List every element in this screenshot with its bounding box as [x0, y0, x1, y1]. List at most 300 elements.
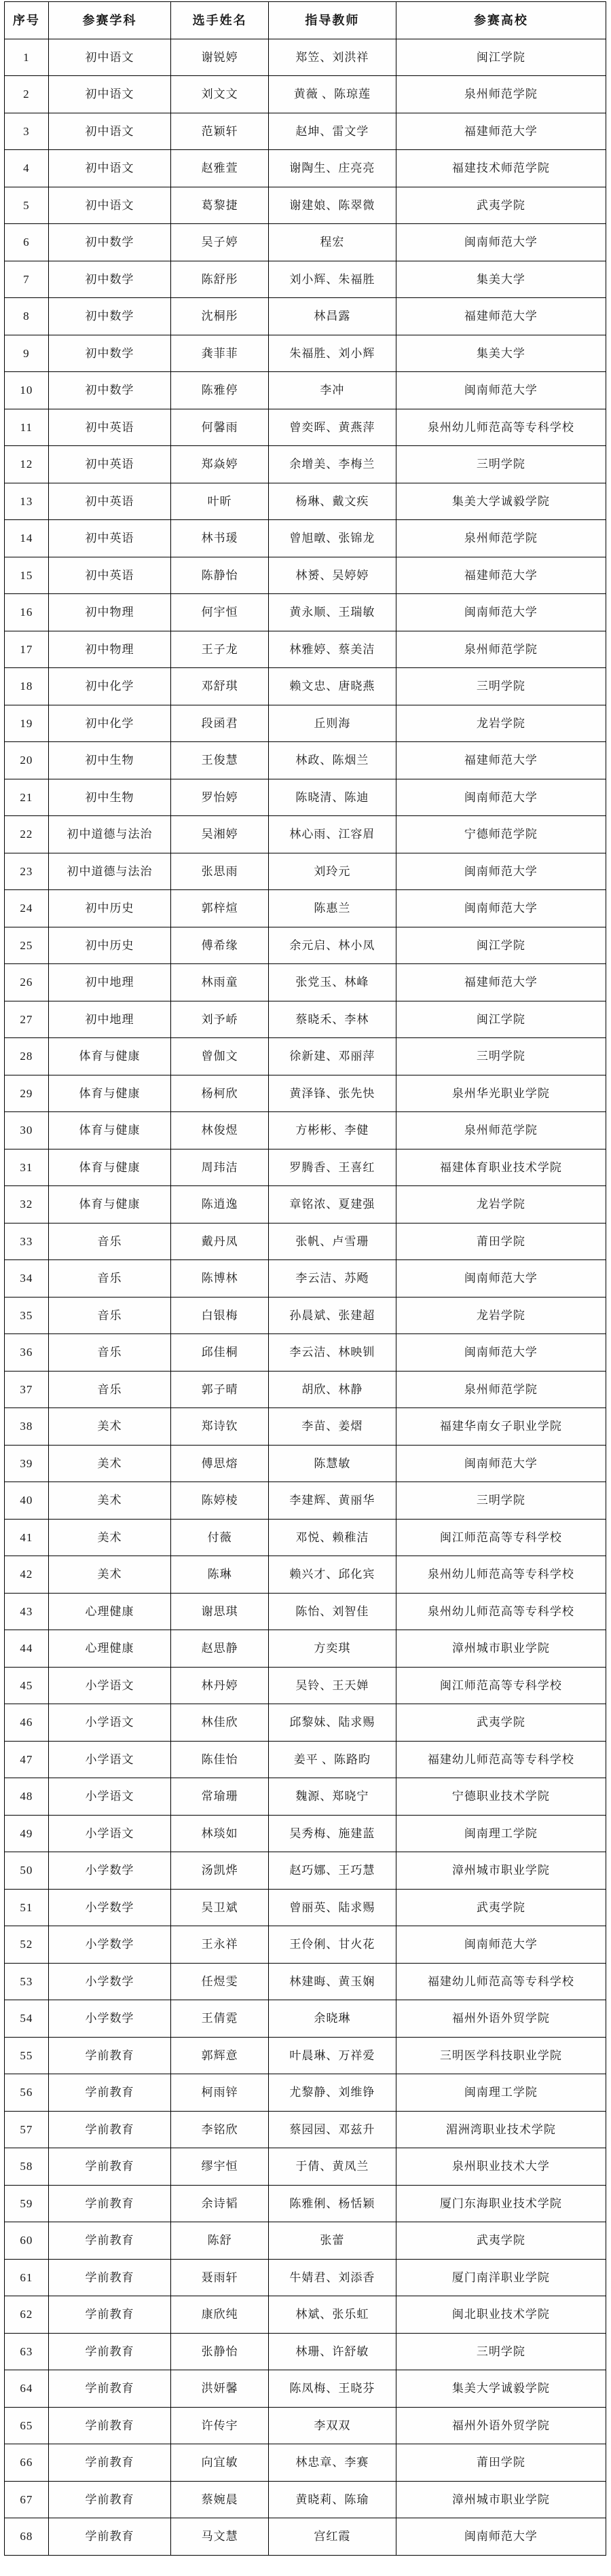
- table-row: [5, 2185, 606, 2222]
- row-index-cell: 43: [5, 1593, 49, 1630]
- subject-cell: 小学语文: [48, 1815, 171, 1852]
- row-index-cell: 30: [5, 1112, 49, 1149]
- teachers-cell: 宫红霞: [268, 2518, 396, 2556]
- table-row: [5, 742, 606, 779]
- subject-cell: 学前教育: [48, 2111, 171, 2148]
- subject-cell: 初中语文: [48, 76, 171, 113]
- subject-cell: 体育与健康: [48, 1075, 171, 1112]
- university-cell: 泉州师范学院: [396, 631, 606, 668]
- table-row: [5, 1778, 606, 1816]
- table-row: [5, 1223, 606, 1260]
- teachers-cell: 蔡晓禾、李林: [268, 1001, 396, 1038]
- row-index-cell: 66: [5, 2444, 49, 2482]
- university-cell: 龙岩学院: [396, 705, 606, 742]
- table-row: [5, 1001, 606, 1038]
- teachers-cell: 谢陶生、庄亮亮: [268, 150, 396, 187]
- teachers-cell: 林心雨、江容眉: [268, 816, 396, 853]
- university-cell: 漳州城市职业学院: [396, 1852, 606, 1890]
- teachers-cell: 刘小辉、朱福胜: [268, 261, 396, 298]
- contestant-name-cell: 陈舒: [171, 2222, 269, 2260]
- teachers-cell: 杨琳、戴文疾: [268, 483, 396, 520]
- teachers-cell: 张蕾: [268, 2222, 396, 2260]
- contest-results-table: [4, 1, 606, 2556]
- subject-cell: 初中物理: [48, 594, 171, 631]
- contestant-name-cell: 郑焱婷: [171, 446, 269, 483]
- university-cell: 厦门南洋职业学院: [396, 2259, 606, 2296]
- row-index-cell: 57: [5, 2111, 49, 2148]
- table-row: [5, 1445, 606, 1482]
- subject-cell: 初中数学: [48, 298, 171, 335]
- teachers-cell: 魏源、郑晓宁: [268, 1778, 396, 1816]
- teachers-cell: 林政、陈烟兰: [268, 742, 396, 779]
- subject-cell: 体育与健康: [48, 1186, 171, 1223]
- subject-cell: 小学数学: [48, 1963, 171, 2000]
- university-cell: 泉州师范学院: [396, 76, 606, 113]
- university-cell: 武夷学院: [396, 1704, 606, 1742]
- row-index-cell: 18: [5, 668, 49, 705]
- row-index-cell: 8: [5, 298, 49, 335]
- row-index-cell: 16: [5, 594, 49, 631]
- university-cell: 闽南师范大学: [396, 2518, 606, 2556]
- contestant-name-cell: 许传宇: [171, 2407, 269, 2444]
- university-cell: 福建体育职业技术学院: [396, 1149, 606, 1186]
- row-index-cell: 26: [5, 964, 49, 1001]
- university-cell: 泉州幼儿师范高等专科学校: [396, 1593, 606, 1630]
- university-cell: 福建师范大学: [396, 742, 606, 779]
- teachers-cell: 邓悦、赖稚洁: [268, 1519, 396, 1556]
- subject-cell: 初中语文: [48, 150, 171, 187]
- row-index-cell: 60: [5, 2222, 49, 2260]
- row-index-cell: 67: [5, 2481, 49, 2518]
- table-row: [5, 1297, 606, 1334]
- subject-cell: 体育与健康: [48, 1038, 171, 1075]
- university-cell: 闽南师范大学: [396, 594, 606, 631]
- contestant-name-cell: 缪宇恒: [171, 2148, 269, 2186]
- university-cell: 福建幼儿师范高等专科学校: [396, 1963, 606, 2000]
- table-row: [5, 1556, 606, 1594]
- university-cell: 厦门东海职业技术学院: [396, 2185, 606, 2222]
- university-cell: 闽江学院: [396, 39, 606, 76]
- university-cell: 闽江师范高等专科学校: [396, 1519, 606, 1556]
- teachers-cell: 张帆、卢雪珊: [268, 1223, 396, 1260]
- subject-cell: 初中化学: [48, 668, 171, 705]
- row-index-cell: 33: [5, 1223, 49, 1260]
- column-header-subject-cell: 参赛学科: [48, 2, 171, 39]
- contestant-name-cell: 林佳欣: [171, 1704, 269, 1742]
- subject-cell: 美术: [48, 1519, 171, 1556]
- teachers-cell: 蔡园园、邓兹升: [268, 2111, 396, 2148]
- university-cell: 武夷学院: [396, 187, 606, 224]
- row-index-cell: 19: [5, 705, 49, 742]
- table-row: [5, 1926, 606, 1964]
- university-cell: 福建师范大学: [396, 298, 606, 335]
- table-row: [5, 187, 606, 224]
- contestant-name-cell: 张静怡: [171, 2333, 269, 2370]
- subject-cell: 心理健康: [48, 1630, 171, 1668]
- row-index-cell: 4: [5, 150, 49, 187]
- university-cell: 三明学院: [396, 1038, 606, 1075]
- contestant-name-cell: 林琰如: [171, 1815, 269, 1852]
- subject-cell: 学前教育: [48, 2518, 171, 2556]
- teachers-cell: 徐新建、邓丽萍: [268, 1038, 396, 1075]
- row-index-cell: 15: [5, 557, 49, 594]
- table-row: [5, 594, 606, 631]
- table-header: [5, 2, 606, 39]
- subject-cell: 学前教育: [48, 2037, 171, 2074]
- row-index-cell: 27: [5, 1001, 49, 1038]
- university-cell: 闽南师范大学: [396, 1260, 606, 1298]
- university-cell: 集美大学诚毅学院: [396, 483, 606, 520]
- table-row: [5, 1704, 606, 1742]
- table-row: [5, 2037, 606, 2074]
- subject-cell: 初中英语: [48, 446, 171, 483]
- row-index-cell: 12: [5, 446, 49, 483]
- teachers-cell: 黄晓莉、陈瑜: [268, 2481, 396, 2518]
- subject-cell: 学前教育: [48, 2481, 171, 2518]
- university-cell: 泉州华光职业学院: [396, 1075, 606, 1112]
- row-index-cell: 51: [5, 1889, 49, 1926]
- table-row: [5, 1593, 606, 1630]
- table-row: [5, 409, 606, 446]
- teachers-cell: 陈雅俐、杨恬颖: [268, 2185, 396, 2222]
- row-index-cell: 2: [5, 76, 49, 113]
- table-row: [5, 2518, 606, 2556]
- table-row: [5, 2074, 606, 2112]
- subject-cell: 美术: [48, 1408, 171, 1446]
- teachers-cell: 黄泽锋、张先快: [268, 1075, 396, 1112]
- subject-cell: 初中英语: [48, 557, 171, 594]
- university-cell: 泉州师范学院: [396, 520, 606, 557]
- subject-cell: 初中语文: [48, 187, 171, 224]
- subject-cell: 初中道德与法治: [48, 816, 171, 853]
- row-index-cell: 42: [5, 1556, 49, 1594]
- university-cell: 武夷学院: [396, 2222, 606, 2260]
- teachers-cell: 程宏: [268, 224, 396, 261]
- contestant-name-cell: 陈雅停: [171, 372, 269, 409]
- contestant-name-cell: 吴子婷: [171, 224, 269, 261]
- contestant-name-cell: 陈静怡: [171, 557, 269, 594]
- university-cell: 莆田学院: [396, 2444, 606, 2482]
- university-cell: 漳州城市职业学院: [396, 1630, 606, 1668]
- row-index-cell: 36: [5, 1334, 49, 1372]
- teachers-cell: 林建晦、黄玉娴: [268, 1963, 396, 2000]
- contestant-name-cell: 戴丹凤: [171, 1223, 269, 1260]
- contestant-name-cell: 吴湘婷: [171, 816, 269, 853]
- contestant-name-cell: 段函君: [171, 705, 269, 742]
- teachers-cell: 余增美、李梅兰: [268, 446, 396, 483]
- teachers-cell: 谢建娘、陈翠微: [268, 187, 396, 224]
- row-index-cell: 24: [5, 890, 49, 927]
- university-cell: 闽南师范大学: [396, 890, 606, 927]
- row-index-cell: 21: [5, 779, 49, 816]
- university-cell: 福州外语外贸学院: [396, 2407, 606, 2444]
- university-cell: 福建技术师范学院: [396, 150, 606, 187]
- row-index-cell: 23: [5, 853, 49, 890]
- table-row: [5, 890, 606, 927]
- subject-cell: 小学数学: [48, 1889, 171, 1926]
- row-index-cell: 17: [5, 631, 49, 668]
- subject-cell: 初中地理: [48, 1001, 171, 1038]
- university-cell: 三明学院: [396, 2333, 606, 2370]
- teachers-cell: 姜平 、陈路昀: [268, 1741, 396, 1778]
- university-cell: 福建师范大学: [396, 113, 606, 150]
- teachers-cell: 林赟、吴婷婷: [268, 557, 396, 594]
- table-row: [5, 2444, 606, 2482]
- table-row: [5, 1075, 606, 1112]
- table-row: [5, 261, 606, 298]
- contestant-name-cell: 何宇恒: [171, 594, 269, 631]
- university-cell: 闽南师范大学: [396, 224, 606, 261]
- teachers-cell: 刘玲元: [268, 853, 396, 890]
- university-cell: 三明学院: [396, 1482, 606, 1520]
- subject-cell: 美术: [48, 1556, 171, 1594]
- row-index-cell: 31: [5, 1149, 49, 1186]
- row-index-cell: 46: [5, 1704, 49, 1742]
- subject-cell: 初中英语: [48, 409, 171, 446]
- row-index-cell: 49: [5, 1815, 49, 1852]
- contestant-name-cell: 白银梅: [171, 1297, 269, 1334]
- teachers-cell: 黄永顺、王瑞敏: [268, 594, 396, 631]
- university-cell: 集美大学诚毅学院: [396, 2370, 606, 2408]
- subject-cell: 美术: [48, 1445, 171, 1482]
- table-row: [5, 483, 606, 520]
- university-cell: 泉州幼儿师范高等专科学校: [396, 409, 606, 446]
- university-cell: 福建华南女子职业学院: [396, 1408, 606, 1446]
- university-cell: 福建幼儿师范高等专科学校: [396, 1741, 606, 1778]
- university-cell: 泉州职业技术大学: [396, 2148, 606, 2186]
- table-row: [5, 224, 606, 261]
- contestant-name-cell: 余诗韬: [171, 2185, 269, 2222]
- university-cell: 龙岩学院: [396, 1186, 606, 1223]
- teachers-cell: 黄薇 、陈琼莲: [268, 76, 396, 113]
- teachers-cell: 陈惠兰: [268, 890, 396, 927]
- university-cell: 集美大学: [396, 261, 606, 298]
- teachers-cell: 李苗、姜熠: [268, 1408, 396, 1446]
- row-index-cell: 39: [5, 1445, 49, 1482]
- teachers-cell: 张党玉、林峰: [268, 964, 396, 1001]
- table-row: [5, 2111, 606, 2148]
- table-row: [5, 2296, 606, 2334]
- university-cell: 闽南师范大学: [396, 1334, 606, 1372]
- row-index-cell: 9: [5, 335, 49, 372]
- teachers-cell: 陈慧敏: [268, 1445, 396, 1482]
- table-row: [5, 1741, 606, 1778]
- university-cell: 三明医学科技职业学院: [396, 2037, 606, 2074]
- teachers-cell: 林昌露: [268, 298, 396, 335]
- table-row: [5, 1112, 606, 1149]
- subject-cell: 初中语文: [48, 113, 171, 150]
- contestant-name-cell: 林书瑗: [171, 520, 269, 557]
- teachers-cell: 林雅婷、蔡美洁: [268, 631, 396, 668]
- table-row: [5, 2481, 606, 2518]
- university-cell: 宁德职业技术学院: [396, 1778, 606, 1816]
- row-index-cell: 7: [5, 261, 49, 298]
- table-row: [5, 298, 606, 335]
- column-header-contestant-name-cell: 选手姓名: [171, 2, 269, 39]
- row-index-cell: 63: [5, 2333, 49, 2370]
- table-row: [5, 446, 606, 483]
- table-row: [5, 335, 606, 372]
- subject-cell: 音乐: [48, 1223, 171, 1260]
- teachers-cell: 赖文忠、唐晓燕: [268, 668, 396, 705]
- university-cell: 湄洲湾职业技术学院: [396, 2111, 606, 2148]
- teachers-cell: 赵巧娜、王巧慧: [268, 1852, 396, 1890]
- contestant-name-cell: 康欣纯: [171, 2296, 269, 2334]
- teachers-cell: 林珊、许舒敏: [268, 2333, 396, 2370]
- subject-cell: 小学数学: [48, 2000, 171, 2038]
- table-row: [5, 39, 606, 76]
- table-row: [5, 1260, 606, 1298]
- subject-cell: 初中历史: [48, 927, 171, 964]
- row-index-cell: 5: [5, 187, 49, 224]
- contestant-name-cell: 蔡婉晨: [171, 2481, 269, 2518]
- table-row: [5, 1482, 606, 1520]
- contestant-name-cell: 陈琳: [171, 1556, 269, 1594]
- table-row: [5, 853, 606, 890]
- contestant-name-cell: 郑诗钦: [171, 1408, 269, 1446]
- contestant-name-cell: 洪妍馨: [171, 2370, 269, 2408]
- contestant-name-cell: 林俊煜: [171, 1112, 269, 1149]
- contestant-name-cell: 林雨童: [171, 964, 269, 1001]
- subject-cell: 学前教育: [48, 2333, 171, 2370]
- university-cell: 闽南师范大学: [396, 853, 606, 890]
- teachers-cell: 赵坤、雷文学: [268, 113, 396, 150]
- table-row: [5, 1038, 606, 1075]
- university-cell: 泉州幼儿师范高等专科学校: [396, 1556, 606, 1594]
- subject-cell: 初中数学: [48, 224, 171, 261]
- subject-cell: 美术: [48, 1482, 171, 1520]
- contestant-name-cell: 吴卫斌: [171, 1889, 269, 1926]
- teachers-cell: 赖兴才、邱化宾: [268, 1556, 396, 1594]
- teachers-cell: 李建辉、黄丽华: [268, 1482, 396, 1520]
- teachers-cell: 李双双: [268, 2407, 396, 2444]
- table-row: [5, 2148, 606, 2186]
- table-row: [5, 150, 606, 187]
- university-cell: 宁德师范学院: [396, 816, 606, 853]
- subject-cell: 初中物理: [48, 631, 171, 668]
- row-index-cell: 10: [5, 372, 49, 409]
- contestant-name-cell: 周玮洁: [171, 1149, 269, 1186]
- subject-cell: 初中数学: [48, 261, 171, 298]
- teachers-cell: 丘则海: [268, 705, 396, 742]
- table-row: [5, 113, 606, 150]
- subject-cell: 体育与健康: [48, 1112, 171, 1149]
- subject-cell: 小学语文: [48, 1741, 171, 1778]
- contestant-name-cell: 谢锐婷: [171, 39, 269, 76]
- table-row: [5, 779, 606, 816]
- contestant-name-cell: 刘文文: [171, 76, 269, 113]
- subject-cell: 学前教育: [48, 2074, 171, 2112]
- subject-cell: 学前教育: [48, 2222, 171, 2260]
- table-row: [5, 816, 606, 853]
- contestant-name-cell: 谢思琪: [171, 1593, 269, 1630]
- contestant-name-cell: 张思雨: [171, 853, 269, 890]
- subject-cell: 心理健康: [48, 1593, 171, 1630]
- teachers-cell: 朱福胜、刘小辉: [268, 335, 396, 372]
- table-row: [5, 631, 606, 668]
- contestant-name-cell: 郭梓煊: [171, 890, 269, 927]
- contestant-name-cell: 沈桐彤: [171, 298, 269, 335]
- table-row: [5, 1149, 606, 1186]
- table-row: [5, 927, 606, 964]
- contestant-name-cell: 刘予峤: [171, 1001, 269, 1038]
- row-index-cell: 1: [5, 39, 49, 76]
- row-index-cell: 54: [5, 2000, 49, 2038]
- university-cell: 闽江师范高等专科学校: [396, 1667, 606, 1704]
- subject-cell: 初中生物: [48, 779, 171, 816]
- table-row: [5, 2370, 606, 2408]
- subject-cell: 学前教育: [48, 2296, 171, 2334]
- university-cell: 闽江学院: [396, 1001, 606, 1038]
- subject-cell: 音乐: [48, 1297, 171, 1334]
- table-row: [5, 964, 606, 1001]
- row-index-cell: 59: [5, 2185, 49, 2222]
- row-index-cell: 20: [5, 742, 49, 779]
- row-index-cell: 61: [5, 2259, 49, 2296]
- table-row: [5, 1889, 606, 1926]
- teachers-cell: 孙晨斌、张建超: [268, 1297, 396, 1334]
- teachers-cell: 林斌、张乐虹: [268, 2296, 396, 2334]
- subject-cell: 小学语文: [48, 1778, 171, 1816]
- university-cell: 三明学院: [396, 446, 606, 483]
- teachers-cell: 李冲: [268, 372, 396, 409]
- table-row: [5, 1334, 606, 1372]
- table-body: [5, 39, 606, 2555]
- column-header-row-index-cell: 序号: [5, 2, 49, 39]
- teachers-cell: 罗腾香、王喜红: [268, 1149, 396, 1186]
- contestant-name-cell: 邓舒琪: [171, 668, 269, 705]
- university-cell: 闽南理工学院: [396, 1815, 606, 1852]
- teachers-cell: 吴铃、王天婵: [268, 1667, 396, 1704]
- teachers-cell: 李云洁、苏飏: [268, 1260, 396, 1298]
- table-row: [5, 1667, 606, 1704]
- row-index-cell: 65: [5, 2407, 49, 2444]
- row-index-cell: 45: [5, 1667, 49, 1704]
- contestant-name-cell: 郭子晴: [171, 1371, 269, 1408]
- column-header-teachers-cell: 指导教师: [268, 2, 396, 39]
- contestant-name-cell: 陈佳怡: [171, 1741, 269, 1778]
- row-index-cell: 52: [5, 1926, 49, 1964]
- university-cell: 闽北职业技术学院: [396, 2296, 606, 2334]
- university-cell: 闽南理工学院: [396, 2074, 606, 2112]
- contestant-name-cell: 何馨雨: [171, 409, 269, 446]
- contestant-name-cell: 王倩霓: [171, 2000, 269, 2038]
- teachers-cell: 尤黎静、刘维铮: [268, 2074, 396, 2112]
- row-index-cell: 41: [5, 1519, 49, 1556]
- table-row: [5, 1186, 606, 1223]
- table-row: [5, 705, 606, 742]
- row-index-cell: 56: [5, 2074, 49, 2112]
- row-index-cell: 6: [5, 224, 49, 261]
- university-cell: 武夷学院: [396, 1889, 606, 1926]
- subject-cell: 音乐: [48, 1260, 171, 1298]
- subject-cell: 音乐: [48, 1371, 171, 1408]
- university-cell: 闽南师范大学: [396, 779, 606, 816]
- teachers-cell: 曾奕晖、黄燕萍: [268, 409, 396, 446]
- subject-cell: 体育与健康: [48, 1149, 171, 1186]
- row-index-cell: 37: [5, 1371, 49, 1408]
- contestant-name-cell: 陈舒彤: [171, 261, 269, 298]
- teachers-cell: 吴秀梅、施建蓝: [268, 1815, 396, 1852]
- table-row: [5, 557, 606, 594]
- teachers-cell: 方彬彬、李健: [268, 1112, 396, 1149]
- contestant-name-cell: 郭辉意: [171, 2037, 269, 2074]
- contestant-name-cell: 曾伽文: [171, 1038, 269, 1075]
- contestant-name-cell: 范颖轩: [171, 113, 269, 150]
- row-index-cell: 62: [5, 2296, 49, 2334]
- subject-cell: 初中地理: [48, 964, 171, 1001]
- subject-cell: 学前教育: [48, 2407, 171, 2444]
